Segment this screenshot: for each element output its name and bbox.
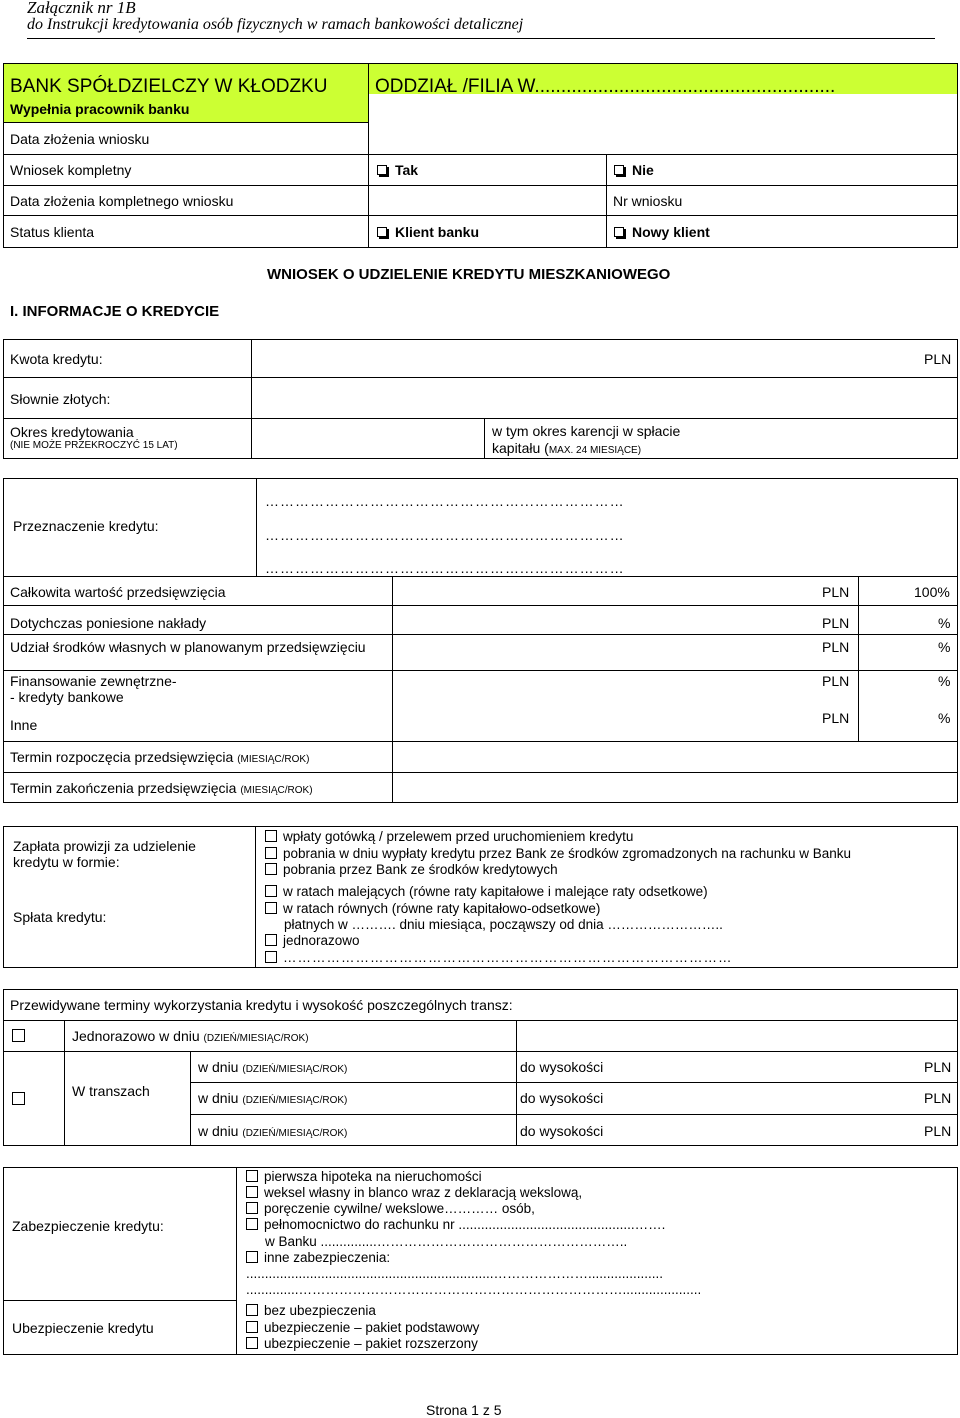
repayment-opt-4[interactable] — [265, 950, 945, 965]
insurance-opt-3-label: ubezpieczenie – pakiet rozszerzony — [264, 1336, 478, 1351]
checkbox-icon — [265, 885, 277, 897]
disbursement-label: Przewidywane terminy wykorzystania kredytu i wysokość poszczególnych transz: — [10, 997, 513, 1013]
financing-box — [3, 576, 958, 803]
divider — [392, 576, 393, 803]
commission-label-2: kredytu w formie: — [13, 854, 120, 870]
repayment-opt-3-label: jednorazowo — [283, 933, 360, 948]
tranche-1-amount[interactable]: do wysokości — [520, 1059, 604, 1075]
bank-client-checkbox[interactable] — [377, 224, 479, 240]
tranche-3-note: (DZIEŃ/MIESIĄC/ROK) — [242, 1128, 348, 1139]
no-checkbox[interactable] — [614, 162, 654, 178]
external-label-2: - kredyty bankowe — [10, 689, 124, 705]
security-opt-5-label: inne zabezpieczenia: — [264, 1250, 391, 1265]
divider — [368, 64, 369, 247]
divider — [255, 826, 256, 968]
divider — [4, 1300, 237, 1301]
commission-opt-3-label: pobrania przez Bank ze środków kredytowych — [283, 862, 558, 877]
insurance-opt-3[interactable] — [246, 1336, 478, 1351]
tranche-2-currency: PLN — [924, 1090, 952, 1106]
repayment-payable[interactable]: płatnych w ………. dniu miesiąca, począwszy od dnia …………………….. — [284, 917, 723, 932]
date-submitted-label: Data złożenia wniosku — [10, 131, 150, 147]
yes-checkbox[interactable] — [377, 162, 418, 178]
incurred-label: Dotychczas poniesione nakłady — [10, 615, 207, 631]
security-opt-3[interactable] — [246, 1201, 535, 1216]
checkbox-icon — [265, 902, 277, 914]
single-label — [72, 1028, 309, 1044]
insurance-opt-1-label: bez ubezpieczenia — [264, 1303, 376, 1318]
amount-label: Kwota kredytu: — [10, 351, 103, 367]
tranche-1-note: (DZIEŃ/MIESIĄC/ROK) — [242, 1064, 348, 1075]
divider — [4, 122, 368, 123]
security-opt-4-label: pełnomocnictwo do rachunku nr ...............................................……. — [264, 1217, 666, 1232]
filled-by-label: Wypełnia pracownik banku — [10, 101, 190, 117]
form-title: WNIOSEK O UDZIELENIE KREDYTU MIESZKANIOWEGO — [267, 266, 671, 283]
divider — [4, 377, 957, 378]
new-client-label: Nowy klient — [632, 224, 710, 240]
insurance-opt-1[interactable] — [246, 1303, 376, 1318]
own-label: Udział środków własnych w planowanym przedsięwzięciu — [10, 639, 366, 655]
complete-label: Wniosek kompletny — [10, 162, 132, 178]
tranche-3-currency: PLN — [924, 1123, 952, 1139]
new-client-checkbox[interactable] — [614, 224, 710, 240]
insurance-opt-2-label: ubezpieczenie – pakiet podstawowy — [264, 1320, 480, 1335]
security-other-dots-2[interactable]: ..............………………………………………………………………..................... — [246, 1282, 702, 1297]
divider — [64, 1020, 65, 1146]
commission-opt-2[interactable] — [265, 846, 851, 861]
incurred-currency: PLN — [822, 615, 850, 631]
single-text: Jednorazowo w dniu — [72, 1028, 200, 1044]
tranche-1-currency: PLN — [924, 1059, 952, 1075]
divider — [190, 1051, 191, 1146]
checkbox-icon — [12, 1029, 25, 1042]
start-label — [10, 749, 309, 765]
section-heading: I. INFORMACJE O KREDYCIE — [10, 303, 220, 320]
grace-text: kapitału ( — [492, 440, 549, 456]
single-note: (DZIEŃ/MIESIĄC/ROK) — [203, 1033, 309, 1044]
tranche-3-text: w dniu — [198, 1123, 239, 1139]
security-opt-4[interactable] — [246, 1217, 951, 1232]
purpose-dots-2[interactable]: ……………………………………………...……………… — [265, 527, 625, 543]
no-label: Nie — [632, 162, 654, 178]
header-rule — [27, 38, 935, 39]
grace-note: MAX. 24 MIESIĄCE) — [548, 445, 642, 456]
checkbox-icon — [246, 1202, 258, 1214]
branch-field[interactable]: ODDZIAŁ /FILIA W......................................................... — [375, 76, 836, 97]
commission-opt-2-label: pobrania w dniu wypłaty kredytu przez Bank ze środków zgromadzonych na rachunku w Banku — [283, 846, 852, 861]
commission-opt-3[interactable] — [265, 862, 558, 877]
checkbox-icon — [377, 227, 387, 237]
client-status-label: Status klienta — [10, 224, 95, 240]
divider — [4, 772, 957, 773]
attachment-title: Załącznik nr 1B — [27, 0, 136, 17]
security-opt-1[interactable] — [246, 1169, 482, 1184]
purpose-label: Przeznaczenie kredytu: — [13, 518, 159, 534]
checkbox-icon — [265, 847, 277, 859]
total-percent: 100% — [914, 584, 950, 600]
grace-label-2 — [492, 440, 641, 456]
divider — [516, 1020, 517, 1146]
security-opt-2-label: weksel własny in blanco wraz z deklaracją wekslową, — [264, 1185, 583, 1200]
yes-label: Tak — [395, 162, 419, 178]
checkbox-icon — [377, 165, 387, 175]
checkbox-icon — [265, 934, 277, 946]
divider — [4, 634, 957, 635]
in-words-label: Słownie złotych: — [10, 391, 111, 407]
checkbox-icon — [246, 1251, 258, 1263]
amount-currency: PLN — [924, 351, 952, 367]
external-percent: % — [938, 673, 951, 689]
commission-label: Zapłata prowizji za udzielenie — [13, 838, 196, 854]
repayment-opt-2[interactable] — [265, 901, 600, 916]
tranche-2-text: w dniu — [198, 1090, 239, 1106]
checkbox-icon — [265, 863, 277, 875]
divider — [4, 418, 957, 419]
page-number: Strona 1 z 5 — [426, 1402, 502, 1418]
period-label: Okres kredytowania — [10, 424, 134, 440]
bank-name: BANK SPÓŁDZIELCZY W KŁODZKU — [10, 76, 328, 97]
repayment-opt-1-label: w ratach malejących (równe raty kapitałowe i malejące raty odsetkowe) — [283, 884, 708, 899]
end-label — [10, 780, 313, 796]
divider — [190, 1082, 957, 1083]
start-text: Termin rozpoczęcia przedsięwzięcia — [10, 749, 234, 765]
checkbox-icon — [246, 1321, 258, 1333]
tranches-label: W transzach — [72, 1083, 150, 1099]
repayment-opt-3[interactable] — [265, 933, 360, 948]
checkbox-icon — [246, 1218, 258, 1230]
external-label: Finansowanie zewnętrzne- — [10, 673, 177, 689]
tranche-3-date[interactable] — [198, 1123, 347, 1139]
security-opt-1-label: pierwsza hipoteka na nieruchomości — [264, 1169, 482, 1184]
divider — [484, 418, 485, 459]
divider — [236, 1167, 237, 1355]
insurance-label: Ubezpieczenie kredytu — [12, 1320, 154, 1336]
security-label: Zabezpieczenie kredytu: — [12, 1218, 164, 1234]
divider — [4, 605, 957, 606]
divider — [4, 670, 957, 671]
security-opt-3-label: poręczenie cywilne/ wekslowe………… osób, — [264, 1201, 535, 1216]
commission-opt-1-label: wpłaty gotówką / przelewem przed uruchomieniem kredytu — [283, 829, 634, 844]
date-complete-label: Data złożenia kompletnego wniosku — [10, 193, 234, 209]
start-note: (MIESIĄC/ROK) — [237, 754, 310, 765]
divider — [4, 185, 957, 186]
divider — [190, 1114, 957, 1115]
tranche-1-text: w dniu — [198, 1059, 239, 1075]
repayment-opt-4-label: ………………………………………………………………………………… — [283, 950, 733, 965]
grace-label: w tym okres karencji w spłacie — [492, 423, 681, 439]
tranches-checkbox[interactable] — [12, 1092, 31, 1107]
security-opt-2[interactable] — [246, 1185, 582, 1200]
single-checkbox[interactable] — [12, 1029, 31, 1044]
external-currency: PLN — [822, 673, 850, 689]
checkbox-icon — [12, 1092, 25, 1105]
divider — [251, 339, 252, 459]
other-percent: % — [938, 710, 951, 726]
checkbox-icon — [246, 1170, 258, 1182]
purpose-dots-1[interactable]: ……………………………………………...……………… — [265, 493, 625, 509]
divider — [4, 741, 957, 742]
tranche-3-amount[interactable]: do wysokości — [520, 1123, 604, 1139]
own-currency: PLN — [822, 639, 850, 655]
checkbox-icon — [246, 1337, 258, 1349]
insurance-opt-2[interactable] — [246, 1320, 479, 1335]
purpose-dots-3[interactable]: ……………………………………………...……………… — [265, 560, 625, 576]
checkbox-icon — [265, 951, 277, 963]
divider — [4, 1020, 957, 1021]
tranche-1-date[interactable] — [198, 1059, 347, 1075]
end-note: (MIESIĄC/ROK) — [240, 785, 313, 796]
divider — [256, 478, 257, 577]
incurred-percent: % — [938, 615, 951, 631]
bank-client-label: Klient banku — [395, 224, 480, 240]
checkbox-icon — [246, 1186, 258, 1198]
security-opt-5[interactable] — [246, 1250, 390, 1265]
repayment-label: Spłata kredytu: — [13, 909, 107, 925]
end-text: Termin zakończenia przedsięwzięcia — [10, 780, 237, 796]
checkbox-icon — [265, 830, 277, 842]
divider — [4, 215, 957, 216]
period-note: (NIE MOŻE PRZEKROCZYĆ 15 LAT) — [10, 440, 178, 451]
own-percent: % — [938, 639, 951, 655]
total-label: Całkowita wartość przedsięwzięcia — [10, 584, 226, 600]
repayment-opt-2-label: w ratach równych (równe raty kapitałowo-odsetkowe) — [283, 901, 601, 916]
instruction-subtitle: do Instrukcji kredytowania osób fizycznych w ramach bankowości detalicznej — [27, 16, 524, 33]
other-label: Inne — [10, 717, 38, 733]
checkbox-icon — [246, 1304, 258, 1316]
divider — [4, 1051, 957, 1052]
other-currency: PLN — [822, 710, 850, 726]
commission-opt-1[interactable] — [265, 829, 633, 844]
tranche-2-date[interactable] — [198, 1090, 347, 1106]
checkbox-icon — [614, 165, 624, 175]
tranche-2-amount[interactable]: do wysokości — [520, 1090, 604, 1106]
app-number-label: Nr wniosku — [613, 193, 683, 209]
total-currency: PLN — [822, 584, 850, 600]
divider — [606, 154, 607, 247]
checkbox-icon — [614, 227, 624, 237]
security-bank[interactable]: w Banku ...............……………………………………………….. — [265, 1234, 628, 1249]
divider — [858, 576, 859, 741]
divider — [4, 154, 957, 155]
repayment-opt-1[interactable] — [265, 884, 708, 899]
security-other-dots-1[interactable]: ..................................................................………………….................... — [246, 1266, 664, 1281]
tranche-2-note: (DZIEŃ/MIESIĄC/ROK) — [242, 1095, 348, 1106]
